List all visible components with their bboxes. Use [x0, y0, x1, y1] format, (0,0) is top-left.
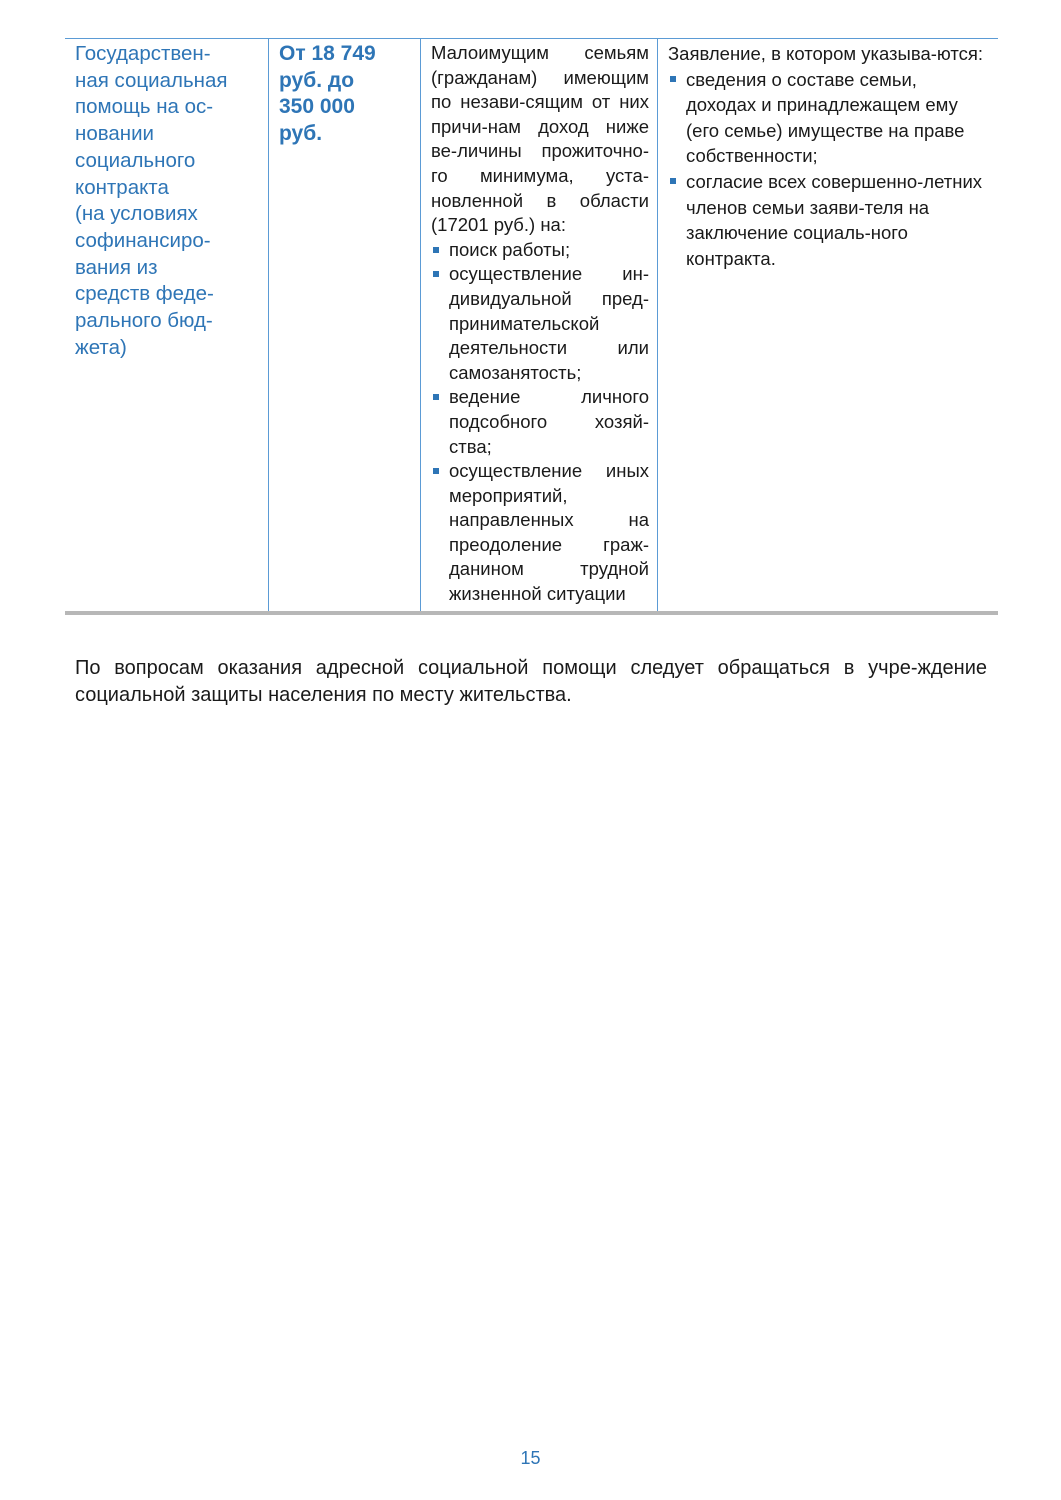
documents-cell: [657, 39, 998, 611]
recipients-list: [431, 238, 649, 607]
recipients-intro: Малоимущим семьям (гражданам) имеющим по незави-сящим от них причи-нам доход ниже ве-личины прожиточно-го минимума, уста-новленной в области (17201 руб.) на:: [431, 42, 649, 236]
documents-intro: Заявление, в котором указыва-ются:: [668, 43, 984, 64]
amount-line: От 18 749: [279, 42, 376, 65]
benefit-amount-cell: [268, 39, 420, 611]
list-item: согласие всех совершенно-летних членов семьи заяви-теля на заключение социаль-ного контракта.: [668, 169, 990, 271]
amount-line: руб. до: [279, 68, 355, 92]
benefit-name-line: контракта: [75, 175, 169, 199]
benefit-table: [65, 38, 998, 615]
benefit-name-line: софинансиро-: [75, 228, 211, 252]
list-item: осуществление ин-дивидуальной пред-принимательской деятельности или самозанятость;: [431, 262, 649, 385]
benefit-name-line: социального: [75, 148, 196, 172]
recipients-cell: [420, 39, 657, 611]
benefit-name-line: вания из: [75, 255, 158, 279]
benefit-name-line: средств феде-: [75, 282, 214, 306]
amount-line: руб.: [279, 122, 323, 146]
list-item: осуществление иных мероприятий, направленных на преодоление граж-данином трудной жизненной ситуации: [431, 459, 649, 607]
benefit-name-line: ная социальная: [75, 68, 228, 92]
list-item: ведение личного подсобного хозяй-ства;: [431, 385, 649, 459]
amount-line: 350 000: [279, 95, 355, 119]
page-number: 15: [520, 1448, 541, 1468]
footer-note: По вопросам оказания адресной социальной помощи следует обращаться в учре-ждение социальной защиты населения по месту жительства.: [75, 657, 987, 706]
benefit-name-cell: [65, 39, 268, 611]
documents-list: [668, 67, 990, 272]
benefit-name-line: (на условиях: [75, 202, 198, 226]
benefit-name-line: рального бюд-: [75, 309, 213, 333]
benefit-name-line: Государствен-: [75, 42, 211, 65]
list-item: поиск работы;: [431, 238, 649, 263]
benefit-name-line: новании: [75, 122, 155, 146]
benefit-name-line: жета): [75, 335, 127, 359]
list-item: сведения о составе семьи, доходах и принадлежащем ему (его семье) имуществе на праве собственности;: [668, 67, 990, 169]
benefit-name-line: помощь на ос-: [75, 95, 214, 119]
